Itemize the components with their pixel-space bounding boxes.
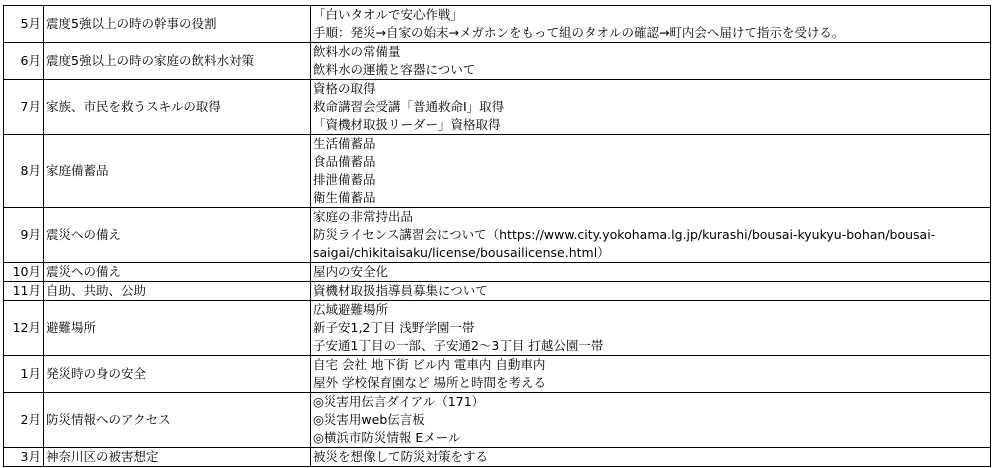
month-cell: 6月 <box>4 43 44 80</box>
month-cell: 2月 <box>4 393 44 448</box>
theme-cell: 発災時の身の安全 <box>44 356 311 393</box>
detail-line: 広域避難場所 <box>313 302 389 317</box>
table-row <box>4 135 991 208</box>
detail-line: 飲料水の運搬と容器について <box>313 62 476 77</box>
table-row <box>4 282 991 301</box>
detail-line: 食品備蓄品 <box>313 154 376 169</box>
detail-line: 防災ライセンス講習会について（https://www.city.yokohama.lg.jp/kurashi/bousai-kyukyu-bohan/bousai- <box>313 227 936 242</box>
table-row <box>4 263 991 282</box>
monthly-disaster-prep-table <box>3 5 991 467</box>
schedule-table-container <box>3 5 991 467</box>
month-cell: 8月 <box>4 135 44 208</box>
month-cell: 10月 <box>4 263 44 282</box>
detail-cell <box>311 135 991 208</box>
table-body <box>4 6 991 467</box>
detail-line: 家庭の非常持出品 <box>313 209 414 224</box>
detail-line: ◎災害用web伝言板 <box>313 412 425 427</box>
detail-line: 「白いタオルで安心作戦」 <box>313 7 464 22</box>
detail-line: 救命講習会受講「普通救命Ⅰ」取得 <box>313 99 505 114</box>
theme-cell: 避難場所 <box>44 301 311 356</box>
detail-cell <box>311 301 991 356</box>
detail-line: 新子安1,2丁目 浅野学園一帯 <box>313 320 475 335</box>
month-cell: 3月 <box>4 448 44 467</box>
table-row <box>4 6 991 43</box>
theme-cell: 震災への備え <box>44 208 311 263</box>
month-cell: 9月 <box>4 208 44 263</box>
month-cell: 1月 <box>4 356 44 393</box>
theme-cell: 自助、共助、公助 <box>44 282 311 301</box>
theme-cell: 防災情報へのアクセス <box>44 393 311 448</box>
month-cell: 12月 <box>4 301 44 356</box>
detail-line: 子安通1丁目の一部、子安通2～3丁目 打越公園一帯 <box>313 338 604 353</box>
table-row <box>4 301 991 356</box>
month-cell: 5月 <box>4 6 44 43</box>
detail-line: 排泄備蓄品 <box>313 172 376 187</box>
detail-cell <box>311 282 991 301</box>
detail-line: 「資機材取扱リーダー」資格取得 <box>313 117 501 132</box>
detail-line: 資機材取扱指導員募集について <box>313 283 488 298</box>
detail-line: ◎横浜市防災情報 Eメール <box>313 430 461 445</box>
detail-line: 屋外 学校保育園など 場所と時間を考える <box>313 375 546 390</box>
detail-line: saigai/chikitaisaku/license/bousailicense.html） <box>313 245 610 260</box>
detail-line: 自宅 会社 地下街 ビル内 電車内 自動車内 <box>313 357 546 372</box>
table-row <box>4 448 991 467</box>
table-row <box>4 356 991 393</box>
detail-line: ◎災害用伝言ダイアル（171） <box>313 394 485 409</box>
detail-line: 屋内の安全化 <box>313 264 389 279</box>
theme-cell: 震度5強以上の時の幹事の役割 <box>44 6 311 43</box>
theme-cell: 震災への備え <box>44 263 311 282</box>
detail-cell <box>311 6 991 43</box>
table-row <box>4 393 991 448</box>
detail-line: 被災を想像して防災対策をする <box>313 449 489 464</box>
table-row <box>4 208 991 263</box>
table-row <box>4 80 991 135</box>
theme-cell: 家庭備蓄品 <box>44 135 311 208</box>
detail-cell <box>311 393 991 448</box>
month-cell: 11月 <box>4 282 44 301</box>
detail-cell <box>311 356 991 393</box>
theme-cell: 震度5強以上の時の家庭の飲料水対策 <box>44 43 311 80</box>
detail-cell <box>311 208 991 263</box>
table-row <box>4 43 991 80</box>
theme-cell: 家族、市民を救うスキルの取得 <box>44 80 311 135</box>
detail-line: 資格の取得 <box>313 81 376 96</box>
detail-cell <box>311 80 991 135</box>
detail-cell <box>311 263 991 282</box>
month-cell: 7月 <box>4 80 44 135</box>
theme-cell: 神奈川区の被害想定 <box>44 448 311 467</box>
detail-line: 衛生備蓄品 <box>313 190 376 205</box>
detail-line: 飲料水の常備量 <box>313 44 401 59</box>
detail-cell <box>311 448 991 467</box>
detail-line: 手順：発災→自家の始末→メガホンをもって組のタオルの確認→町内会へ届けて指示を受ける。 <box>313 25 845 40</box>
detail-cell <box>311 43 991 80</box>
detail-line: 生活備蓄品 <box>313 136 376 151</box>
